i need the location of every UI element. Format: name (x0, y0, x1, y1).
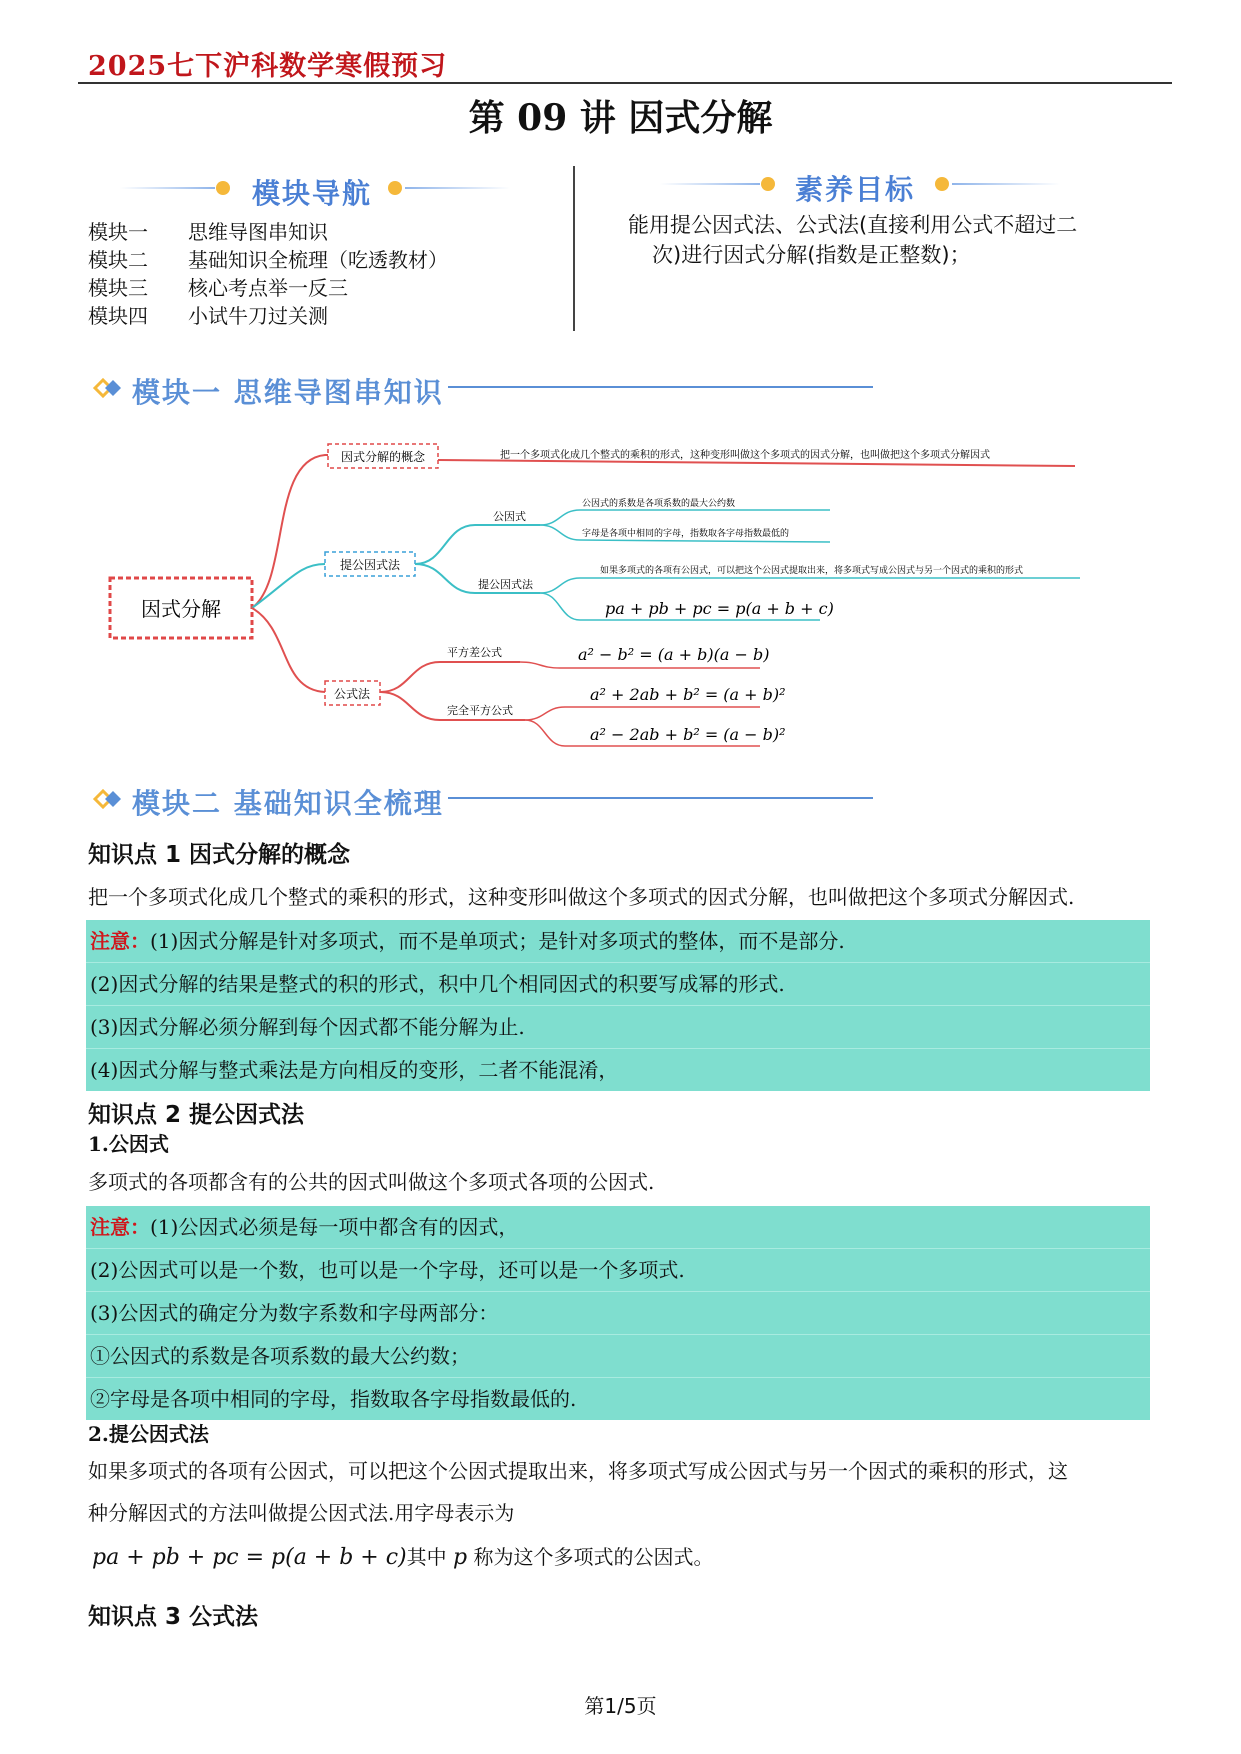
nav-list (88, 218, 448, 330)
dot-icon (935, 177, 949, 191)
kp2-sub2: 2.提公因式法 (88, 1422, 209, 1446)
column-divider (573, 166, 575, 331)
mindmap-tgf-node: 提公因式法 (339, 558, 401, 572)
nav-item[interactable] (88, 274, 448, 302)
note-text: (3)公因式的确定分为数字系数和字母两部分： (90, 1301, 499, 1325)
header-rule (78, 82, 1172, 84)
dot-icon (388, 181, 402, 195)
kp2-formula-tail-pre: 其中 (406, 1545, 453, 1569)
nav-heading: 模块导航 (252, 177, 373, 210)
kp2-formula-tail-post: 称为这个多项式的公因式。 (467, 1545, 714, 1569)
mindmap (100, 430, 1080, 760)
module2-banner: 模块二 基础知识全梳理 (132, 787, 444, 820)
mindmap-wqpf-formula2: a² − 2ab + b² = (a − b)² (590, 725, 786, 744)
mindmap-concept-text: 把一个多项式化成几个整式的乘积的形式，这种变形叫做这个多项式的因式分解，也叫做把这个多项式分解因式 (500, 450, 990, 461)
dot-icon (761, 177, 775, 191)
goal-line-2: 次)进行因式分解(指数是正整数)； (652, 243, 971, 267)
mindmap-gys-leaf1: 公因式的系数是各项系数的最大公约数 (582, 499, 736, 509)
kp2-note-box (86, 1206, 1150, 1420)
note-label: 注意： (90, 929, 150, 953)
kp1-text: 把一个多项式化成几个整式的乘积的形式，这种变形叫做这个多项式的因式分解，也叫做把这个多项式分解因式. (88, 885, 1075, 909)
mindmap-gys-node: 公因式 (493, 510, 526, 523)
module1-banner: 模块一 思维导图串知识 (132, 376, 444, 409)
dot-icon (216, 181, 230, 195)
note-text: ②字母是各项中相同的字母，指数取各字母指数最低的. (90, 1387, 577, 1411)
kp2-sub1-text: 多项式的各项都含有的公共的因式叫做这个多项式各项的公因式. (88, 1170, 655, 1194)
nav-item-label: 思维导图串知识 (188, 220, 328, 244)
kp1-heading: 知识点 1 因式分解的概念 (88, 842, 351, 868)
diamond-arrow-icon (93, 376, 123, 400)
nav-item-key: 模块三 (88, 276, 148, 300)
nav-item[interactable] (88, 218, 448, 246)
mindmap-gys-leaf2: 字母是各项中相同的字母，指数取各字母指数最低的 (582, 529, 790, 539)
kp1-note-box (86, 920, 1150, 1091)
nav-item[interactable] (88, 246, 448, 274)
kp3-heading: 知识点 3 公式法 (88, 1604, 259, 1630)
note-text: (1)因式分解是针对多项式，而不是单项式；是针对多项式的整体，而不是部分. (150, 929, 845, 953)
note-row (86, 1049, 1150, 1091)
goal-text (628, 210, 1108, 270)
nav-item-label: 核心考点举一反三 (188, 276, 348, 300)
note-row (86, 1206, 1150, 1249)
lecture-title: 第 09 讲 因式分解 (468, 97, 773, 139)
note-row (86, 963, 1150, 1006)
note-text: (4)因式分解与整式乘法是方向相反的变形，二者不能混淆， (90, 1058, 619, 1082)
kp2-sub1: 1.公因式 (88, 1132, 169, 1156)
kp2-formula-var: p (453, 1545, 468, 1570)
mindmap-tgfs-formula: pa + pb + pc = p(a + b + c) (605, 599, 834, 618)
note-row (86, 1006, 1150, 1049)
kp2-heading: 知识点 2 提公因式法 (88, 1102, 305, 1128)
mindmap-tgfs-node: 提公因式法 (478, 578, 533, 591)
mindmap-pfc-formula: a² − b² = (a + b)(a − b) (578, 645, 770, 664)
module1-banner-icon (93, 376, 123, 404)
note-row (86, 920, 1150, 963)
note-row (86, 1292, 1150, 1335)
note-row (86, 1249, 1150, 1292)
diamond-arrow-icon (93, 787, 123, 811)
page-number: 第1/5页 (584, 1694, 657, 1718)
module1-banner-line (448, 386, 873, 388)
header-title: 2025七下沪科数学寒假预习 (88, 51, 448, 82)
note-row (86, 1378, 1150, 1420)
note-text: (2)公因式可以是一个数，也可以是一个字母，还可以是一个多项式. (90, 1258, 685, 1282)
note-row (86, 1335, 1150, 1378)
nav-item-key: 模块一 (88, 220, 148, 244)
mindmap-root: 因式分解 (141, 597, 221, 621)
nav-item[interactable] (88, 302, 448, 330)
note-text: ①公因式的系数是各项系数的最大公约数； (90, 1344, 470, 1368)
goal-line-1: 能用提公因式法、公式法(直接利用公式不超过二 (628, 213, 1078, 237)
note-text: (3)因式分解必须分解到每个因式都不能分解为止. (90, 1015, 525, 1039)
mindmap-gsf-node: 公式法 (333, 687, 371, 701)
nav-item-label: 小试牛刀过关测 (188, 304, 328, 328)
mindmap-wqpf-formula1: a² + 2ab + b² = (a + b)² (590, 685, 786, 704)
note-text: (1)公因式必须是每一项中都含有的因式， (150, 1215, 519, 1239)
note-text: (2)因式分解的结果是整式的积的形式，积中几个相同因式的积要写成幂的形式. (90, 972, 785, 996)
mindmap-concept-node: 因式分解的概念 (340, 450, 426, 464)
kp2-formula: pa + pb + pc = p(a + b + c) (92, 1545, 407, 1570)
nav-item-label: 基础知识全梳理（吃透教材） (188, 248, 448, 272)
mindmap-wqpf-node: 完全平方公式 (447, 704, 513, 717)
module2-banner-icon (93, 787, 123, 815)
mindmap-pfc-node: 平方差公式 (447, 646, 502, 659)
kp2-sub2-line2: 种分解因式的方法叫做提公因式法.用字母表示为 (88, 1501, 515, 1525)
nav-item-key: 模块四 (88, 304, 148, 328)
kp2-formula-line (92, 1542, 713, 1573)
goal-heading: 素养目标 (795, 173, 916, 206)
mindmap-svg (100, 430, 1080, 760)
module2-banner-line (448, 797, 873, 799)
nav-item-key: 模块二 (88, 248, 148, 272)
mindmap-tgfs-leaf1: 如果多项式的各项有公因式，可以把这个公因式提取出来，将多项式写成公因式与另一个因式的乘积的形式 (600, 566, 1024, 576)
kp2-sub2-line1: 如果多项式的各项有公因式，可以把这个公因式提取出来，将多项式写成公因式与另一个因式的乘积的形式，这 (88, 1459, 1068, 1483)
note-label: 注意： (90, 1215, 150, 1239)
